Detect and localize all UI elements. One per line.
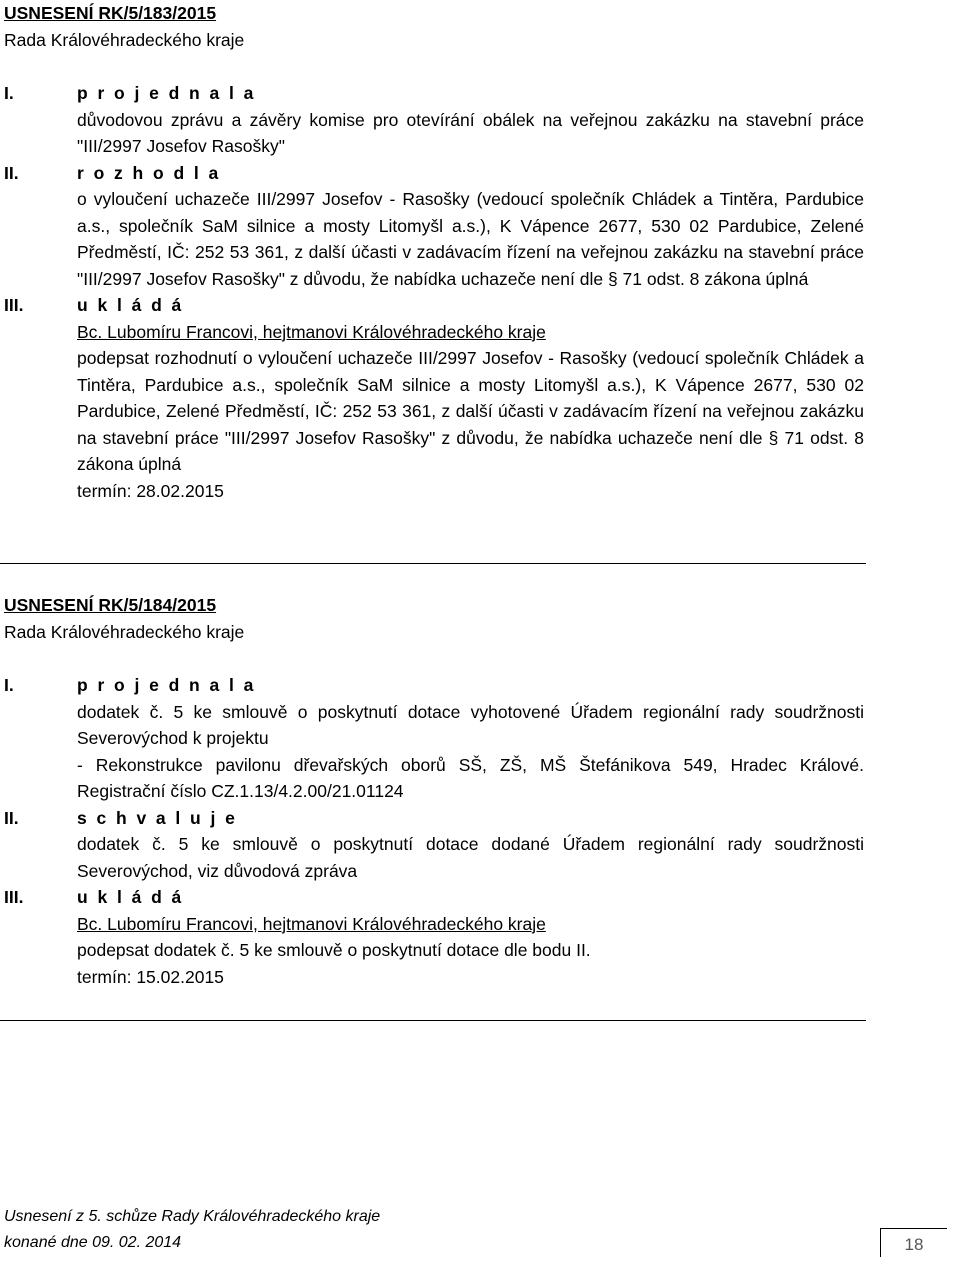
section-number: III. — [4, 887, 24, 907]
resolution-title: USNESENÍ RK/5/184/2015 — [4, 595, 217, 615]
section-iii — [4, 292, 864, 504]
section-verb: u k l á d á — [77, 295, 184, 315]
responsible-person: Bc. Lubomíru Francovi, hejtmanovi Královéhradeckého kraje — [77, 321, 546, 342]
section-verb: p r o j e d n a l a — [77, 83, 256, 103]
section-verb: p r o j e d n a l a — [77, 675, 256, 695]
resolution-184 — [4, 592, 864, 990]
section-verb: u k l á d á — [77, 887, 184, 907]
responsible-person: Bc. Lubomíru Francovi, hejtmanovi Královéhradeckého kraje — [77, 913, 546, 934]
divider-line — [0, 1020, 866, 1021]
section-iii — [4, 884, 864, 990]
section-ii — [4, 160, 864, 293]
footer-line: Usnesení z 5. schůze Rady Královéhradeckého kraje — [4, 1208, 381, 1225]
footer-date: konané dne 09. 02. 2014 — [4, 1234, 182, 1251]
section-verb: r o z h o d l a — [77, 162, 221, 183]
section-text: dodatek č. 5 ke smlouvě o poskytnutí dotace vyhotovené Úřadem regionální rady soudržnosti Severovýchod k projektu — [77, 701, 864, 748]
deadline: termín: 15.02.2015 — [77, 966, 224, 987]
section-number: I. — [4, 675, 14, 695]
project-item: - Rekonstrukce pavilonu dřevařských oborů SŠ, ZŠ, MŠ Štefánikova 549, Hradec Králové. Registrační číslo CZ.1.13/4.2.00/21.01124 — [77, 754, 864, 801]
section-text: podepsat rozhodnutí o vyloučení uchazeče III/2997 Josefov - Rasošky (vedoucí společník Chládek a Tintěra, Pardubice a.s., společník SaM silnice a mosty Litomyšl a.s.), K Vápence 2677, 530 02 Pardubice, Zelené Předměstí, IČ: 252 53 361, z další účasti v zadávacím řízení na veřejnou zakázku na stavební práce "III/2997 Josefov Rasošky" z důvodu, že nabídka uchazeče není dle § 71 odst. 8 zákona úplná — [77, 348, 864, 474]
section-verb: s c h v a l u j e — [77, 807, 238, 828]
section-number: III. — [4, 295, 24, 315]
section-i — [4, 80, 864, 160]
deadline: termín: 28.02.2015 — [77, 480, 224, 501]
resolution-title: USNESENÍ RK/5/183/2015 — [4, 3, 217, 23]
section-text: důvodovou zprávu a závěry komise pro otevírání obálek na veřejnou zakázku na stavební práce "III/2997 Josefov Rasošky" — [77, 109, 864, 156]
section-number: II. — [4, 162, 19, 183]
resolution-183 — [4, 0, 864, 504]
resolution-organization: Rada Královéhradeckého kraje — [4, 621, 245, 642]
divider-line — [0, 563, 866, 564]
page-footer — [4, 1204, 380, 1256]
section-text: podepsat dodatek č. 5 ke smlouvě o poskytnutí dotace dle bodu II. — [77, 940, 591, 960]
section-number: II. — [4, 807, 19, 828]
section-number: I. — [4, 83, 14, 103]
section-text: dodatek č. 5 ke smlouvě o poskytnutí dotace dodané Úřadem regionální rady soudržnosti Severovýchod, viz důvodová zpráva — [77, 834, 864, 881]
section-i — [4, 672, 864, 805]
section-text: o vyloučení uchazeče III/2997 Josefov - Rasošky (vedoucí společník Chládek a Tintěra, Pardubice a.s., společník SaM silnice a mosty Litomyšl a.s.), K Vápence 2677, 530 02 Pardubice, Zelené Předměstí, IČ: 252 53 361, z další účasti v zadávacím řízení na veřejnou zakázku na stavební práce "III/2997 Josefov Rasošky" z důvodu, že nabídka uchazeče není dle § 71 odst. 8 zákona úplná — [77, 189, 864, 289]
resolution-organization: Rada Královéhradeckého kraje — [4, 29, 245, 50]
section-ii — [4, 805, 864, 885]
page-number: 18 — [880, 1228, 947, 1257]
